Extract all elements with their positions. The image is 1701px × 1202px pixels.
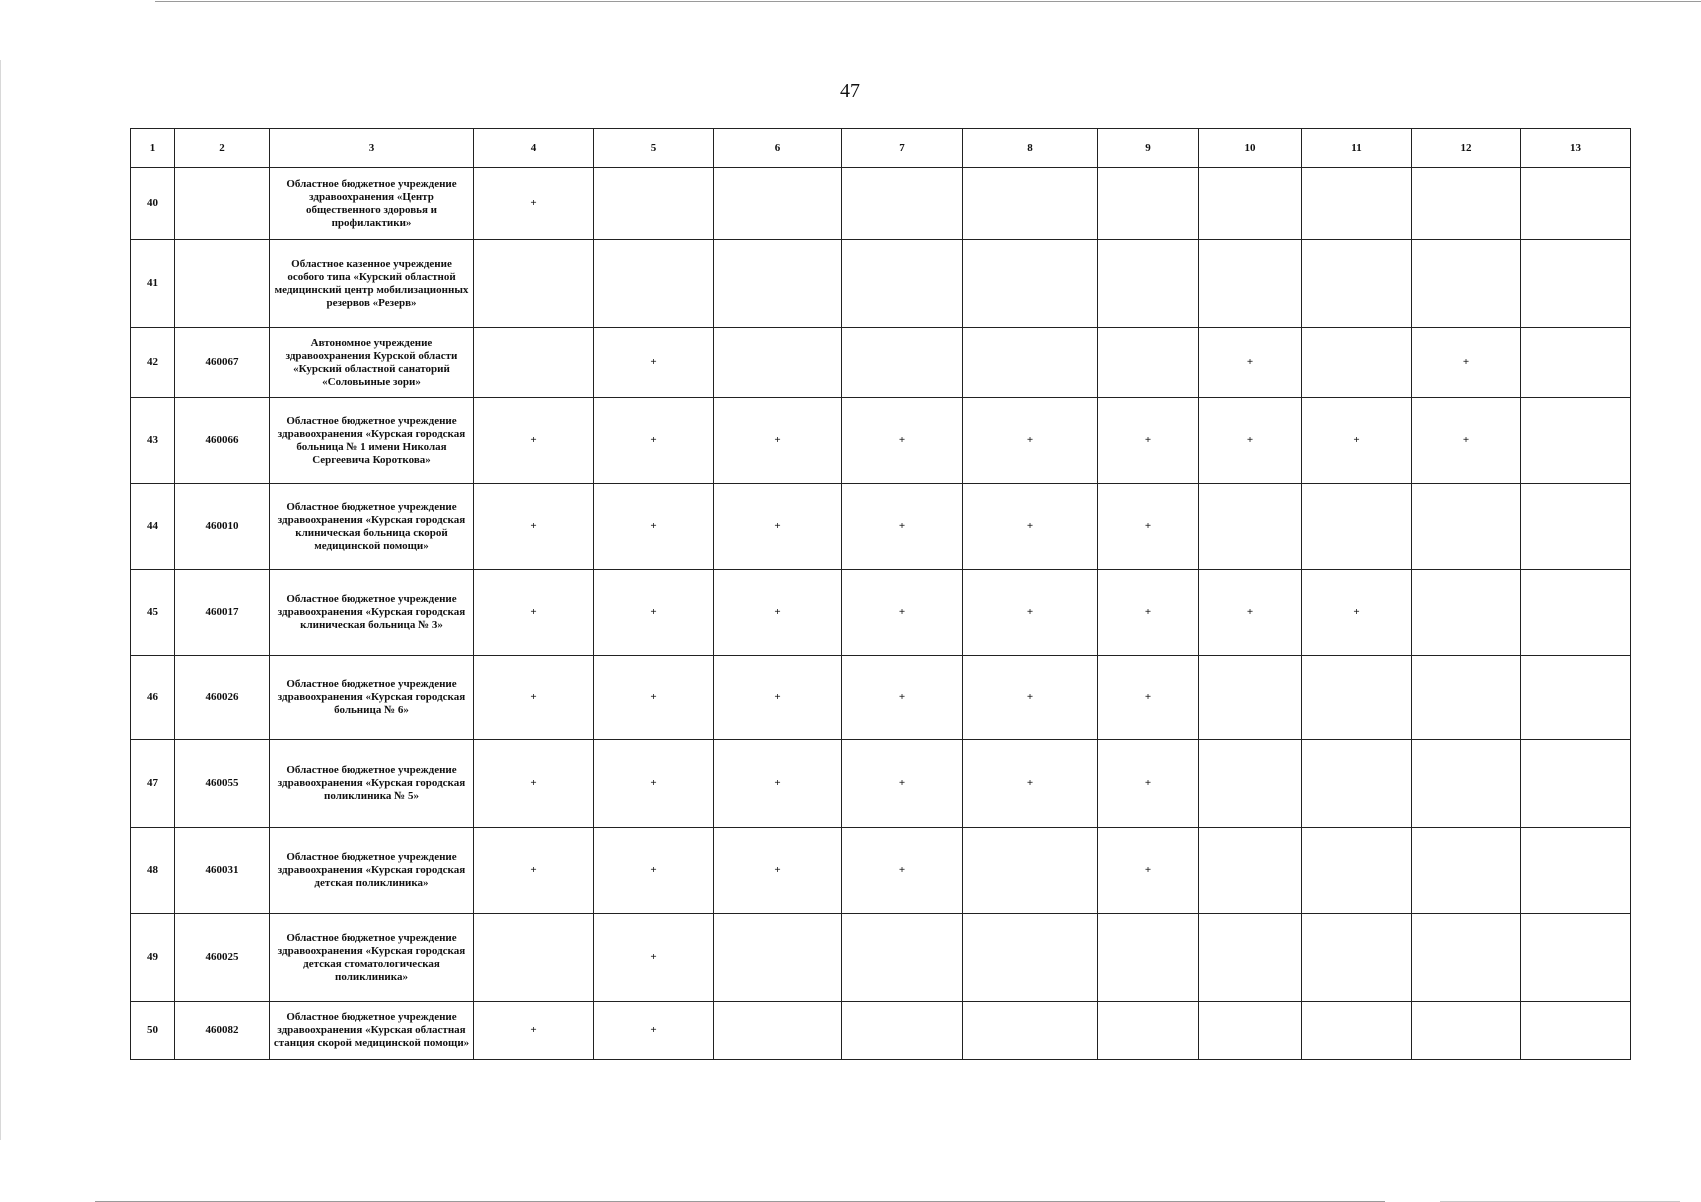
code-cell: 460067 [175, 328, 270, 398]
mark-cell-col-8 [963, 328, 1098, 398]
code-cell: 460010 [175, 484, 270, 570]
mark-cell-col-10: + [1199, 570, 1302, 656]
mark-cell-col-8 [963, 1002, 1098, 1060]
mark-cell-col-7: + [842, 740, 963, 828]
column-header: 2 [175, 129, 270, 168]
organization-name-cell: Областное бюджетное учреждение здравоохранения «Курская городская клиническая больница № 3» [270, 570, 474, 656]
table-row [131, 914, 1631, 1002]
mark-cell-col-6 [714, 240, 842, 328]
organization-name-cell: Областное бюджетное учреждение здравоохранения «Центр общественного здоровья и профилактики» [270, 168, 474, 240]
code-cell: 460082 [175, 1002, 270, 1060]
mark-cell-col-5: + [594, 914, 714, 1002]
mark-cell-col-9: + [1098, 740, 1199, 828]
organization-name-cell: Областное бюджетное учреждение здравоохранения «Курская городская больница № 1 имени Николая Сергеевича Короткова» [270, 398, 474, 484]
mark-cell-col-7: + [842, 484, 963, 570]
table-row [131, 168, 1631, 240]
scan-border-top [155, 1, 1701, 2]
mark-cell-col-7: + [842, 398, 963, 484]
mark-cell-col-13 [1521, 328, 1631, 398]
mark-cell-col-6: + [714, 828, 842, 914]
mark-cell-col-12: + [1412, 328, 1521, 398]
column-header: 1 [131, 129, 175, 168]
scan-border-left [0, 60, 1, 1140]
code-cell: 460017 [175, 570, 270, 656]
row-number-cell: 40 [131, 168, 175, 240]
mark-cell-col-13 [1521, 656, 1631, 740]
mark-cell-col-7 [842, 914, 963, 1002]
mark-cell-col-10 [1199, 1002, 1302, 1060]
mark-cell-col-12 [1412, 484, 1521, 570]
mark-cell-col-9 [1098, 168, 1199, 240]
mark-cell-col-4: + [474, 570, 594, 656]
mark-cell-col-8: + [963, 484, 1098, 570]
mark-cell-col-9 [1098, 240, 1199, 328]
mark-cell-col-8: + [963, 570, 1098, 656]
column-header: 7 [842, 129, 963, 168]
organization-name-cell: Областное бюджетное учреждение здравоохранения «Курская областная станция скорой медицинской помощи» [270, 1002, 474, 1060]
organization-name-cell: Областное бюджетное учреждение здравоохранения «Курская городская детская поликлиника» [270, 828, 474, 914]
organizations-table [130, 128, 1631, 1060]
code-cell: 460031 [175, 828, 270, 914]
mark-cell-col-6: + [714, 484, 842, 570]
table-row [131, 240, 1631, 328]
column-header: 10 [1199, 129, 1302, 168]
mark-cell-col-7: + [842, 828, 963, 914]
table-row [131, 740, 1631, 828]
mark-cell-col-6: + [714, 656, 842, 740]
mark-cell-col-12 [1412, 240, 1521, 328]
code-cell: 460026 [175, 656, 270, 740]
row-number-cell: 43 [131, 398, 175, 484]
code-cell: 460025 [175, 914, 270, 1002]
table-row [131, 328, 1631, 398]
mark-cell-col-5: + [594, 828, 714, 914]
mark-cell-col-5 [594, 240, 714, 328]
mark-cell-col-4: + [474, 656, 594, 740]
table-row [131, 570, 1631, 656]
mark-cell-col-11: + [1302, 570, 1412, 656]
mark-cell-col-4: + [474, 740, 594, 828]
mark-cell-col-10 [1199, 740, 1302, 828]
row-number-cell: 44 [131, 484, 175, 570]
mark-cell-col-7 [842, 240, 963, 328]
mark-cell-col-8 [963, 168, 1098, 240]
page-number: 47 [840, 80, 860, 102]
mark-cell-col-5: + [594, 740, 714, 828]
mark-cell-col-11 [1302, 328, 1412, 398]
row-number-cell: 41 [131, 240, 175, 328]
mark-cell-col-9: + [1098, 828, 1199, 914]
mark-cell-col-13 [1521, 1002, 1631, 1060]
mark-cell-col-6 [714, 168, 842, 240]
mark-cell-col-12 [1412, 1002, 1521, 1060]
mark-cell-col-10 [1199, 656, 1302, 740]
mark-cell-col-9: + [1098, 398, 1199, 484]
mark-cell-col-7: + [842, 570, 963, 656]
organization-name-cell: Областное бюджетное учреждение здравоохранения «Курская городская детская стоматологическая поликлиника» [270, 914, 474, 1002]
mark-cell-col-8: + [963, 398, 1098, 484]
table-row [131, 398, 1631, 484]
mark-cell-col-12 [1412, 656, 1521, 740]
mark-cell-col-5: + [594, 1002, 714, 1060]
column-header: 4 [474, 129, 594, 168]
mark-cell-col-6 [714, 914, 842, 1002]
column-header: 13 [1521, 129, 1631, 168]
mark-cell-col-11 [1302, 1002, 1412, 1060]
mark-cell-col-4: + [474, 828, 594, 914]
mark-cell-col-6: + [714, 398, 842, 484]
column-header: 3 [270, 129, 474, 168]
column-header: 11 [1302, 129, 1412, 168]
mark-cell-col-9 [1098, 914, 1199, 1002]
column-header: 6 [714, 129, 842, 168]
table-row [131, 656, 1631, 740]
mark-cell-col-13 [1521, 484, 1631, 570]
organization-name-cell: Областное бюджетное учреждение здравоохранения «Курская городская больница № 6» [270, 656, 474, 740]
mark-cell-col-8: + [963, 656, 1098, 740]
row-number-cell: 42 [131, 328, 175, 398]
mark-cell-col-5: + [594, 328, 714, 398]
code-cell: 460055 [175, 740, 270, 828]
mark-cell-col-13 [1521, 240, 1631, 328]
mark-cell-col-10 [1199, 484, 1302, 570]
mark-cell-col-9: + [1098, 656, 1199, 740]
mark-cell-col-11 [1302, 828, 1412, 914]
row-number-cell: 49 [131, 914, 175, 1002]
mark-cell-col-12: + [1412, 398, 1521, 484]
mark-cell-col-11 [1302, 484, 1412, 570]
mark-cell-col-10 [1199, 914, 1302, 1002]
mark-cell-col-6: + [714, 740, 842, 828]
mark-cell-col-11 [1302, 240, 1412, 328]
mark-cell-col-11 [1302, 656, 1412, 740]
mark-cell-col-11 [1302, 740, 1412, 828]
row-number-cell: 48 [131, 828, 175, 914]
mark-cell-col-13 [1521, 828, 1631, 914]
mark-cell-col-4 [474, 914, 594, 1002]
mark-cell-col-9 [1098, 328, 1199, 398]
mark-cell-col-4: + [474, 1002, 594, 1060]
table-row [131, 484, 1631, 570]
organization-name-cell: Областное бюджетное учреждение здравоохранения «Курская городская клиническая больница скорой медицинской помощи» [270, 484, 474, 570]
mark-cell-col-6: + [714, 570, 842, 656]
row-number-cell: 45 [131, 570, 175, 656]
mark-cell-col-11 [1302, 914, 1412, 1002]
mark-cell-col-8: + [963, 740, 1098, 828]
mark-cell-col-4: + [474, 398, 594, 484]
mark-cell-col-13 [1521, 914, 1631, 1002]
row-number-cell: 50 [131, 1002, 175, 1060]
mark-cell-col-12 [1412, 168, 1521, 240]
mark-cell-col-13 [1521, 570, 1631, 656]
mark-cell-col-5: + [594, 398, 714, 484]
mark-cell-col-10: + [1199, 398, 1302, 484]
mark-cell-col-5: + [594, 484, 714, 570]
code-cell [175, 240, 270, 328]
mark-cell-col-5 [594, 168, 714, 240]
organization-name-cell: Областное бюджетное учреждение здравоохранения «Курская городская поликлиника № 5» [270, 740, 474, 828]
mark-cell-col-13 [1521, 740, 1631, 828]
mark-cell-col-7 [842, 328, 963, 398]
mark-cell-col-12 [1412, 828, 1521, 914]
mark-cell-col-13 [1521, 168, 1631, 240]
mark-cell-col-5: + [594, 570, 714, 656]
mark-cell-col-6 [714, 1002, 842, 1060]
mark-cell-col-13 [1521, 398, 1631, 484]
mark-cell-col-8 [963, 914, 1098, 1002]
mark-cell-col-7: + [842, 656, 963, 740]
column-header: 12 [1412, 129, 1521, 168]
mark-cell-col-4: + [474, 168, 594, 240]
mark-cell-col-12 [1412, 570, 1521, 656]
organization-name-cell: Областное казенное учреждение особого типа «Курский областной медицинский центр мобилизационных резервов «Резерв» [270, 240, 474, 328]
column-header: 5 [594, 129, 714, 168]
mark-cell-col-12 [1412, 914, 1521, 1002]
mark-cell-col-10 [1199, 828, 1302, 914]
row-number-cell: 47 [131, 740, 175, 828]
mark-cell-col-11 [1302, 168, 1412, 240]
mark-cell-col-9: + [1098, 570, 1199, 656]
code-cell [175, 168, 270, 240]
mark-cell-col-10 [1199, 168, 1302, 240]
mark-cell-col-10: + [1199, 328, 1302, 398]
mark-cell-col-11: + [1302, 398, 1412, 484]
mark-cell-col-4 [474, 240, 594, 328]
mark-cell-col-4: + [474, 484, 594, 570]
mark-cell-col-8 [963, 828, 1098, 914]
mark-cell-col-9: + [1098, 484, 1199, 570]
mark-cell-col-5: + [594, 656, 714, 740]
code-cell: 460066 [175, 398, 270, 484]
mark-cell-col-12 [1412, 740, 1521, 828]
column-header: 9 [1098, 129, 1199, 168]
table-row [131, 1002, 1631, 1060]
mark-cell-col-6 [714, 328, 842, 398]
mark-cell-col-4 [474, 328, 594, 398]
mark-cell-col-7 [842, 1002, 963, 1060]
mark-cell-col-8 [963, 240, 1098, 328]
header-row [131, 129, 1631, 168]
row-number-cell: 46 [131, 656, 175, 740]
table-body [131, 168, 1631, 1060]
mark-cell-col-7 [842, 168, 963, 240]
table-row [131, 828, 1631, 914]
organization-name-cell: Автономное учреждение здравоохранения Курской области «Курский областной санаторий «Соловьиные зори» [270, 328, 474, 398]
mark-cell-col-10 [1199, 240, 1302, 328]
column-header: 8 [963, 129, 1098, 168]
mark-cell-col-9 [1098, 1002, 1199, 1060]
